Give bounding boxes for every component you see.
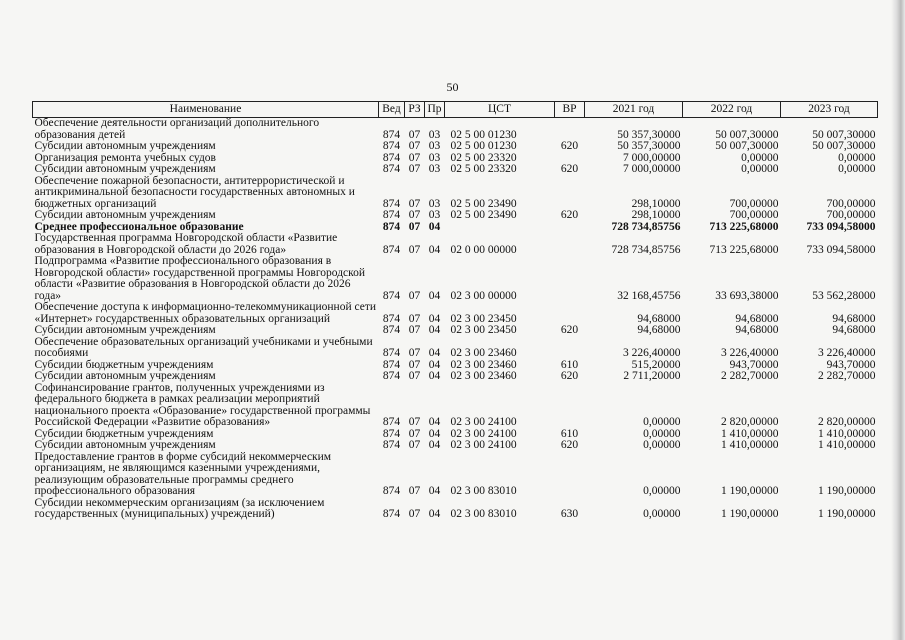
cell-pr: 04 [428,347,441,359]
cell-pr: 04 [428,508,441,520]
cell-y2022: 50 007,30000 [715,128,779,141]
cell-rz: 07 [408,312,421,325]
cell-cst: 02 5 00 23490 [450,197,517,210]
cell-pr: 03 [428,197,441,210]
cell-y2021: 515,20000 [631,358,681,371]
cell-y2023: 0,00000 [838,163,876,175]
table-row [33,233,878,256]
cell-name: Софинансирование грантов, полученных учреждениями из федерального бюджета в рамках реализации мероприятий национального проекта «Образование» государственной программы Российской Федерации «Развитие образования» [34,381,371,428]
cell-y2023: 1 190,00000 [818,485,876,497]
cell-y2022: 713 225,68000 [709,243,779,256]
cell-y2021: 7 000,00000 [623,163,681,175]
cell-rz: 07 [408,370,421,382]
cell-rz: 07 [408,358,421,371]
cell-ved: 874 [382,347,401,359]
cell-rz: 07 [408,128,421,141]
table-row [33,383,878,429]
cell-name: Субсидии автономным учреждениям [34,370,216,382]
cell-y2023: 2 282,70000 [818,370,876,382]
cell-name: Предоставление грантов в форме субсидий некоммерческим организациям, не являющимся казенными учреждениями, реализующим образовательные программы среднего профессионального образования [34,450,332,497]
cell-cst: 02 3 00 24100 [450,439,517,451]
cell-pr: 03 [428,151,441,164]
cell-cst: 02 3 00 83010 [450,508,517,520]
table-row [33,118,878,142]
cell-ved: 874 [382,427,401,440]
cell-vr: 610 [560,358,579,371]
cell-rz: 07 [408,243,421,256]
cell-cst: 02 3 00 23450 [450,312,517,325]
cell-rz: 07 [408,289,421,302]
cell-pr: 04 [428,289,441,302]
cell-vr [555,222,585,234]
cell-y2022: 1 190,00000 [721,508,779,520]
cell-pr: 03 [428,128,441,141]
cell-y2021: 7 000,00000 [623,151,681,164]
cell-ved: 874 [382,312,401,325]
cell-ved: 874 [382,128,401,141]
cell-cst: 02 3 00 23450 [450,324,517,336]
cell-y2022: 0,00000 [741,163,779,175]
cell-name: Субсидии автономным учреждениям [34,140,216,152]
cell-y2023: 50 007,30000 [812,140,876,152]
header-rz: РЗ [405,102,425,118]
cell-y2021: 728 734,85756 [611,243,681,256]
cell-name: Субсидии бюджетным учреждениям [34,358,214,371]
table-row [33,337,878,360]
cell-pr: 04 [428,427,441,440]
cell-y2021: 50 357,30000 [617,140,681,152]
cell-vr: 620 [560,439,579,451]
scan-edge-shadow [891,0,905,640]
cell-name: Субсидии автономным учреждениям [34,439,216,451]
cell-rz: 07 [408,439,421,451]
cell-vr [555,383,585,429]
cell-cst: 02 3 00 24100 [450,427,517,440]
cell-cst: 02 0 00 00000 [450,243,517,256]
cell-rz: 07 [408,209,421,221]
cell-vr: 620 [560,324,579,336]
cell-cst: 02 3 00 83010 [450,485,517,497]
cell-name: Обеспечение деятельности организаций дополнительного образования детей [34,117,320,141]
table-row [33,176,878,211]
cell-name: Субсидии автономным учреждениям [34,163,216,175]
cell-rz: 07 [408,347,421,359]
cell-cst: 02 3 00 24100 [450,416,517,428]
cell-y2023: 2 820,00000 [818,416,876,428]
cell-cst: 02 3 00 23460 [450,370,517,382]
cell-rz: 07 [408,151,421,164]
cell-y2021: 0,00000 [643,439,681,451]
cell-name: Обеспечение образовательных организаций учебниками и учебными пособиями [34,335,373,359]
header-2021: 2021 год [585,102,683,118]
cell-y2022: 1 410,00000 [721,439,779,451]
table-row [33,371,878,383]
cell-y2022: 713 225,68000 [709,220,779,233]
header-2023: 2023 год [781,102,878,118]
table-header-row [33,102,878,118]
cell-y2022: 94,68000 [735,324,779,336]
cell-name: Обеспечение пожарной безопасности, антитеррористической и антикриминальной безопасности государственных автономных и бюджетных организаций [34,174,355,210]
cell-y2023: 733 094,58000 [806,220,876,233]
cell-y2022: 700,00000 [729,209,779,221]
cell-ved: 874 [382,358,401,371]
cell-y2021: 0,00000 [643,485,681,497]
cell-name: Подпрограмма «Развитие профессионального образования в Новгородской области» государственной программы Новгородской области «Развитие образования в Новгородской области до 2026 года» [34,255,366,302]
cell-ved: 874 [382,289,401,302]
table-row [33,325,878,337]
cell-rz: 07 [408,427,421,440]
cell-y2022: 2 282,70000 [721,370,779,382]
cell-pr: 04 [428,416,441,428]
cell-ved: 874 [382,220,401,233]
cell-pr: 04 [428,312,441,325]
cell-ved: 874 [382,151,401,164]
cell-rz: 07 [408,485,421,497]
cell-rz: 07 [408,416,421,428]
cell-pr: 03 [428,140,441,152]
cell-y2021: 94,68000 [637,324,681,336]
cell-name: Государственная программа Новгородской области «Развитие образования в Новгородской области до 2026 года» [34,232,338,256]
cell-name: Субсидии автономным учреждениям [34,324,216,336]
cell-y2021: 3 226,40000 [623,347,681,359]
cell-ved: 874 [382,439,401,451]
cell-y2021: 50 357,30000 [617,128,681,141]
cell-vr: 610 [560,427,579,440]
cell-cst: 02 5 00 23320 [450,151,517,164]
cell-cst: 02 5 00 23490 [450,209,517,221]
cell-vr [555,256,585,302]
cell-rz: 07 [408,163,421,175]
cell-y2023: 50 007,30000 [812,128,876,141]
table-body [33,118,878,521]
cell-pr: 04 [428,485,441,497]
cell-vr: 630 [560,508,579,520]
cell-y2022: 700,00000 [729,197,779,210]
cell-cst: 02 5 00 23320 [450,163,517,175]
cell-cst: 02 5 00 01230 [450,140,517,152]
cell-vr [555,452,585,498]
cell-vr [555,118,585,142]
cell-y2023: 3 226,40000 [818,347,876,359]
cell-vr [555,233,585,256]
cell-y2023: 700,00000 [826,209,876,221]
table-row [33,440,878,452]
cell-name: Субсидии бюджетным учреждениям [34,427,214,440]
cell-ved: 874 [382,197,401,210]
cell-vr: 620 [560,370,579,382]
cell-pr: 03 [428,209,441,221]
cell-y2022: 2 820,00000 [721,416,779,428]
cell-y2021: 32 168,45756 [617,289,681,302]
cell-y2021: 2 711,20000 [623,370,681,382]
cell-ved: 874 [382,209,401,221]
cell-ved: 874 [382,485,401,497]
cell-rz: 07 [408,324,421,336]
header-vr: ВР [555,102,585,118]
cell-ved: 874 [382,370,401,382]
table-row [33,256,878,302]
cell-y2021: 298,10000 [631,209,681,221]
cell-y2021: 728 734,85756 [611,220,681,233]
cell-cst [445,222,555,234]
page-number: 50 [446,80,459,94]
cell-vr [555,176,585,211]
cell-y2021: 0,00000 [643,416,681,428]
cell-ved: 874 [382,243,401,256]
cell-pr: 04 [428,243,441,256]
cell-ved: 874 [382,140,401,152]
cell-cst: 02 3 00 23460 [450,358,517,371]
cell-y2023: 733 094,58000 [806,243,876,256]
cell-ved: 874 [382,416,401,428]
cell-y2022: 3 226,40000 [721,347,779,359]
header-cst: ЦСТ [445,102,555,118]
cell-y2022: 1 410,00000 [721,427,779,440]
table-row [33,498,878,521]
cell-y2023: 700,00000 [826,197,876,210]
cell-ved: 874 [382,508,401,520]
cell-y2022: 943,70000 [729,358,779,371]
table-row [33,164,878,176]
cell-y2022: 94,68000 [735,312,779,325]
cell-y2022: 33 693,38000 [715,289,779,302]
table-row [33,302,878,325]
cell-y2023: 943,70000 [826,358,876,371]
cell-y2022: 0,00000 [741,151,779,164]
cell-y2022: 1 190,00000 [721,485,779,497]
cell-y2023: 1 410,00000 [818,427,876,440]
cell-vr [555,302,585,325]
budget-table [32,101,878,521]
cell-cst: 02 3 00 00000 [450,289,517,302]
table-row [33,452,878,498]
cell-y2021: 298,10000 [631,197,681,210]
cell-vr: 620 [560,209,579,221]
table-row [33,210,878,222]
cell-cst: 02 5 00 01230 [450,128,517,141]
cell-rz: 07 [408,220,421,233]
cell-y2023: 1 410,00000 [818,439,876,451]
cell-pr: 04 [428,324,441,336]
cell-y2023: 94,68000 [832,312,876,325]
cell-rz: 07 [408,197,421,210]
cell-pr: 04 [428,220,441,233]
cell-cst: 02 3 00 23460 [450,347,517,359]
cell-y2021: 0,00000 [643,508,681,520]
cell-pr: 04 [428,370,441,382]
cell-name: Обеспечение доступа к информационно-телекоммуникационной сети «Интернет» государственных образовательных организаций [34,301,377,325]
cell-name: Субсидии некоммерческим организациям (за исключением государственных (муниципальных) учреждений) [34,496,325,520]
cell-y2023: 1 190,00000 [818,508,876,520]
cell-name: Субсидии автономным учреждениям [34,209,216,221]
cell-pr: 03 [428,163,441,175]
cell-name: Среднее профессиональное образование [34,220,244,233]
cell-pr: 04 [428,358,441,371]
cell-y2023: 94,68000 [832,324,876,336]
cell-y2022: 50 007,30000 [715,140,779,152]
cell-rz: 07 [408,508,421,520]
header-ved: Вед [379,102,405,118]
cell-rz: 07 [408,140,421,152]
header-pr: Пр [425,102,445,118]
cell-y2021: 94,68000 [637,312,681,325]
cell-vr: 620 [560,140,579,152]
cell-vr [555,337,585,360]
cell-name: Организация ремонта учебных судов [34,151,216,164]
cell-y2023: 0,00000 [838,151,876,164]
cell-pr: 04 [428,439,441,451]
cell-ved: 874 [382,324,401,336]
cell-vr: 620 [560,163,579,175]
table-row [33,141,878,153]
cell-y2023: 53 562,28000 [812,289,876,302]
cell-ved: 874 [382,163,401,175]
header-name: Наименование [33,102,379,118]
cell-y2021: 0,00000 [643,427,681,440]
header-2022: 2022 год [683,102,781,118]
